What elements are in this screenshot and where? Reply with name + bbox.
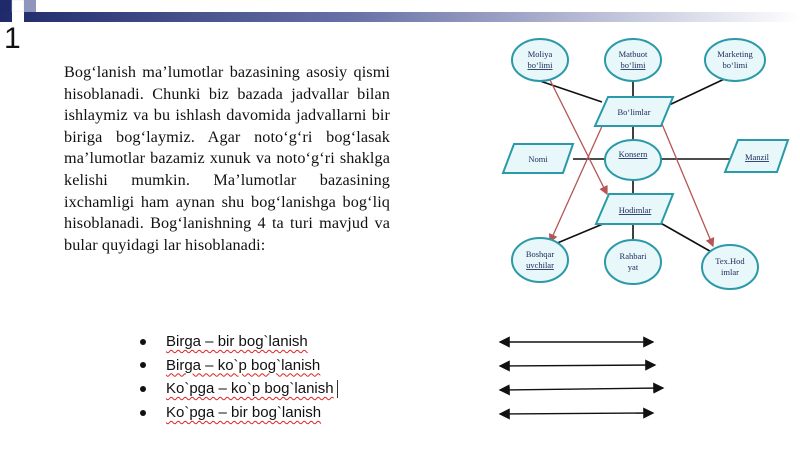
label-matbuot-1: Matbuot [618, 49, 648, 59]
corner-square-dark [0, 0, 12, 12]
bullet-icon [140, 339, 146, 345]
connector-hodimlar-texhodimlar [657, 221, 715, 254]
list-item [138, 401, 338, 425]
label-boshqaruvchilar-1: Boshqar [525, 249, 555, 259]
label-matbuot-2: bo‘limi [620, 60, 646, 70]
body-paragraph: Bog‘lanish ma’lumotlar bazasining asosiy qismi hisoblanadi. Chunki biz bazada jadvallar bilan ishlaymiz va bu ishlash davomida jadvallarni bir biriga bog‘laymiz. Agar noto‘g‘ri bog‘lasak ma’lumotlar bazamiz xunuk va noto‘g‘ri shaklga kelishi mumkin. Ma’lumotlar bazasining ixchamligi ham aynan shu bog‘lanishga bog‘liq hisoblanadi. Bog‘lanishning 4 ta turi mavjud va bular quyidagi lar hisoblanadi: [64, 63, 390, 254]
label-bolimlar: Bo‘limlar [617, 107, 651, 117]
double-arrow-icon-3 [500, 388, 663, 390]
label-texhodimlar-2: imlar [721, 267, 739, 277]
relationship-label: Birga – bir bog`lanish [166, 333, 308, 350]
label-boshqaruvchilar-2: uvchilar [526, 260, 554, 270]
bullet-icon [140, 362, 146, 368]
relationship-arrow-icons [497, 330, 672, 426]
list-item [138, 354, 338, 378]
label-marketing-2: bo‘limi [722, 60, 748, 70]
label-konsern: Konsern [618, 149, 648, 159]
database-relationship-diagram [495, 34, 795, 292]
relationship-types-list [138, 330, 338, 424]
slide-number: 1 [4, 22, 21, 55]
label-hodimlar: Hodimlar [618, 205, 652, 215]
connector-moliya-bolimlar [540, 81, 602, 102]
list-item [138, 330, 338, 354]
corner-square-light [12, 0, 24, 12]
label-nomi: Nomi [528, 154, 548, 164]
bullet-icon [140, 410, 146, 416]
label-texhodimlar-1: Tex.Hod [715, 256, 745, 266]
double-arrow-icon-4 [500, 413, 653, 414]
corner-square-notch [12, 12, 24, 22]
label-moliya-2: bo‘limi [527, 60, 553, 70]
header-gradient-bar [0, 0, 800, 22]
list-item [138, 377, 338, 401]
relationship-label: Birga – ko`p bog`lanish [166, 356, 321, 374]
label-moliya-1: Moliya [527, 49, 553, 59]
label-manzil: Manzil [744, 152, 770, 162]
label-rahbariyat-1: Rahbari [619, 251, 647, 261]
relationship-label: Ko`pga – bir bog`lanish [166, 403, 322, 421]
double-arrow-icon-2 [500, 365, 655, 366]
corner-square-mid [24, 0, 36, 12]
label-marketing-1: Marketing [717, 49, 753, 59]
bullet-icon [140, 386, 146, 392]
node-konsern-ellipse [605, 140, 661, 180]
label-rahbariyat-2: yat [627, 262, 639, 272]
relationship-label: Ko`pga – ko`p bog`lanish [166, 380, 334, 398]
gradient-band [0, 12, 800, 22]
text-caret [337, 380, 338, 398]
